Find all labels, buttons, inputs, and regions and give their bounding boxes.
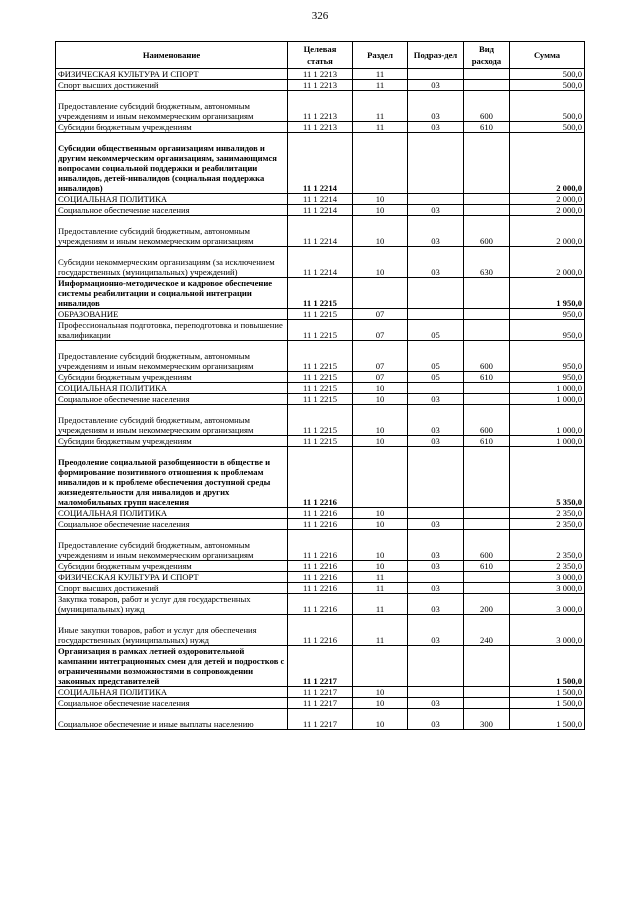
cell-expense-type xyxy=(464,133,510,194)
cell-section: 11 xyxy=(353,594,408,615)
cell-name: Социальное обеспечение населения xyxy=(56,205,288,216)
cell-expense-type: 200 xyxy=(464,594,510,615)
cell-article: 11 1 2215 xyxy=(288,341,353,372)
table-row xyxy=(56,530,585,561)
cell-expense-type: 240 xyxy=(464,615,510,646)
cell-article: 11 1 2217 xyxy=(288,687,353,698)
cell-sum: 2 350,0 xyxy=(510,519,585,530)
cell-article: 11 1 2213 xyxy=(288,122,353,133)
cell-expense-type xyxy=(464,69,510,80)
cell-article: 11 1 2215 xyxy=(288,436,353,447)
table-row xyxy=(56,698,585,709)
cell-name: Субсидии некоммерческим организациям (за исключением государственных (муниципальных) учреждений) xyxy=(56,247,288,278)
cell-sum: 1 500,0 xyxy=(510,698,585,709)
cell-expense-type xyxy=(464,278,510,309)
cell-name: Предоставление субсидий бюджетным, автономным учреждениям и иным некоммерческим организациям xyxy=(56,216,288,247)
cell-article: 11 1 2215 xyxy=(288,383,353,394)
cell-subsection: 03 xyxy=(408,394,464,405)
cell-section: 10 xyxy=(353,698,408,709)
cell-section: 11 xyxy=(353,572,408,583)
cell-section: 10 xyxy=(353,383,408,394)
cell-expense-type: 600 xyxy=(464,530,510,561)
table-row xyxy=(56,216,585,247)
cell-article: 11 1 2216 xyxy=(288,615,353,646)
cell-expense-type xyxy=(464,572,510,583)
cell-subsection: 03 xyxy=(408,519,464,530)
cell-name: Субсидии общественным организациям инвалидов и другим некоммерческим организациям, занимающимся вопросами социальной поддержки и реабилитации инвалидов, детей-инвалидов (социальная поддержка инвалидов) xyxy=(56,133,288,194)
cell-expense-type xyxy=(464,583,510,594)
cell-subsection xyxy=(408,133,464,194)
cell-name: Иные закупки товаров, работ и услуг для обеспечения государственных (муниципальных) нужд xyxy=(56,615,288,646)
cell-article: 11 1 2214 xyxy=(288,216,353,247)
cell-article: 11 1 2217 xyxy=(288,646,353,687)
table-row xyxy=(56,519,585,530)
cell-sum: 2 000,0 xyxy=(510,205,585,216)
cell-sum: 500,0 xyxy=(510,80,585,91)
table-row xyxy=(56,447,585,508)
table-row xyxy=(56,194,585,205)
cell-section: 11 xyxy=(353,69,408,80)
cell-expense-type: 610 xyxy=(464,122,510,133)
cell-expense-type xyxy=(464,698,510,709)
cell-subsection: 03 xyxy=(408,698,464,709)
cell-section: 07 xyxy=(353,309,408,320)
cell-expense-type xyxy=(464,309,510,320)
table-row xyxy=(56,572,585,583)
cell-name: Организация в рамках летней оздоровительной кампании интеграционных смен для детей и подростков с ограниченными возможностями в сопровождении законных представителей xyxy=(56,646,288,687)
cell-name: СОЦИАЛЬНАЯ ПОЛИТИКА xyxy=(56,687,288,698)
cell-article: 11 1 2216 xyxy=(288,561,353,572)
cell-sum: 3 000,0 xyxy=(510,594,585,615)
cell-name: Субсидии бюджетным учреждениям xyxy=(56,122,288,133)
cell-section: 10 xyxy=(353,436,408,447)
cell-article: 11 1 2214 xyxy=(288,194,353,205)
table-row xyxy=(56,247,585,278)
cell-expense-type: 600 xyxy=(464,91,510,122)
cell-sum: 2 350,0 xyxy=(510,561,585,572)
cell-section: 07 xyxy=(353,372,408,383)
table-row xyxy=(56,646,585,687)
table-row xyxy=(56,372,585,383)
cell-name: Спорт высших достижений xyxy=(56,583,288,594)
cell-sum: 950,0 xyxy=(510,372,585,383)
table-row xyxy=(56,205,585,216)
cell-subsection: 03 xyxy=(408,216,464,247)
cell-sum: 500,0 xyxy=(510,69,585,80)
cell-section: 10 xyxy=(353,394,408,405)
cell-subsection: 03 xyxy=(408,709,464,730)
cell-section: 11 xyxy=(353,80,408,91)
cell-name: Преодоление социальной разобщенности в обществе и формирование позитивного отношения к проблемам инвалидов и к проблеме обеспечения доступной среды жизнедеятельности для инвалидов и других маломобильных групп населения xyxy=(56,447,288,508)
cell-subsection xyxy=(408,447,464,508)
cell-article: 11 1 2214 xyxy=(288,247,353,278)
cell-article: 11 1 2215 xyxy=(288,278,353,309)
cell-expense-type: 600 xyxy=(464,216,510,247)
cell-article: 11 1 2216 xyxy=(288,508,353,519)
table-row xyxy=(56,615,585,646)
cell-sum: 950,0 xyxy=(510,309,585,320)
table-row xyxy=(56,122,585,133)
table-row xyxy=(56,687,585,698)
cell-sum: 3 000,0 xyxy=(510,572,585,583)
cell-section: 07 xyxy=(353,320,408,341)
cell-name: Социальное обеспечение населения xyxy=(56,394,288,405)
cell-article: 11 1 2216 xyxy=(288,594,353,615)
cell-section: 10 xyxy=(353,247,408,278)
cell-subsection: 05 xyxy=(408,372,464,383)
cell-section: 11 xyxy=(353,583,408,594)
budget-table xyxy=(55,41,585,730)
cell-section: 10 xyxy=(353,205,408,216)
cell-expense-type: 600 xyxy=(464,341,510,372)
header-section: Раздел xyxy=(353,42,408,69)
cell-subsection: 03 xyxy=(408,436,464,447)
cell-subsection xyxy=(408,69,464,80)
cell-section: 10 xyxy=(353,709,408,730)
cell-sum: 3 000,0 xyxy=(510,615,585,646)
table-row xyxy=(56,383,585,394)
cell-expense-type: 610 xyxy=(464,561,510,572)
cell-article: 11 1 2214 xyxy=(288,205,353,216)
cell-expense-type xyxy=(464,194,510,205)
cell-name: Закупка товаров, работ и услуг для государственных (муниципальных) нужд xyxy=(56,594,288,615)
cell-name: Предоставление субсидий бюджетным, автономным учреждениям и иным некоммерческим организациям xyxy=(56,91,288,122)
cell-section xyxy=(353,447,408,508)
cell-sum: 950,0 xyxy=(510,341,585,372)
table-row xyxy=(56,594,585,615)
cell-name: Информационно-методическое и кадровое обеспечение системы реабилитации и социальной интеграции инвалидов xyxy=(56,278,288,309)
cell-name: Предоставление субсидий бюджетным, автономным учреждениям и иным некоммерческим организациям xyxy=(56,341,288,372)
cell-name: Социальное обеспечение и иные выплаты населению xyxy=(56,709,288,730)
cell-name: ФИЗИЧЕСКАЯ КУЛЬТУРА И СПОРТ xyxy=(56,572,288,583)
cell-expense-type xyxy=(464,383,510,394)
cell-subsection: 03 xyxy=(408,615,464,646)
cell-sum: 1 500,0 xyxy=(510,646,585,687)
cell-sum: 500,0 xyxy=(510,91,585,122)
cell-sum: 1 500,0 xyxy=(510,709,585,730)
cell-sum: 2 000,0 xyxy=(510,216,585,247)
cell-sum: 1 000,0 xyxy=(510,383,585,394)
page-number: 326 xyxy=(311,10,329,22)
cell-article: 11 1 2216 xyxy=(288,572,353,583)
table-row xyxy=(56,80,585,91)
table-header-row xyxy=(56,42,585,69)
cell-section: 07 xyxy=(353,341,408,372)
cell-article: 11 1 2217 xyxy=(288,698,353,709)
cell-sum: 2 350,0 xyxy=(510,508,585,519)
cell-subsection: 03 xyxy=(408,247,464,278)
table-row xyxy=(56,133,585,194)
table-body xyxy=(56,69,585,730)
cell-name: Субсидии бюджетным учреждениям xyxy=(56,372,288,383)
cell-expense-type xyxy=(464,320,510,341)
cell-subsection: 03 xyxy=(408,80,464,91)
cell-expense-type xyxy=(464,205,510,216)
cell-sum: 1 000,0 xyxy=(510,394,585,405)
header-name: Наименование xyxy=(56,42,288,69)
cell-expense-type xyxy=(464,687,510,698)
cell-article: 11 1 2213 xyxy=(288,80,353,91)
table-row xyxy=(56,341,585,372)
cell-sum: 500,0 xyxy=(510,122,585,133)
cell-expense-type: 630 xyxy=(464,247,510,278)
header-subsection: Подраз-дел xyxy=(408,42,464,69)
cell-name: СОЦИАЛЬНАЯ ПОЛИТИКА xyxy=(56,194,288,205)
table-row xyxy=(56,309,585,320)
table-row xyxy=(56,91,585,122)
cell-subsection: 03 xyxy=(408,530,464,561)
cell-section xyxy=(353,133,408,194)
cell-sum: 950,0 xyxy=(510,320,585,341)
cell-sum: 2 000,0 xyxy=(510,133,585,194)
cell-section: 11 xyxy=(353,122,408,133)
header-article: Целевая статья xyxy=(288,42,353,69)
cell-subsection xyxy=(408,646,464,687)
cell-sum: 2 000,0 xyxy=(510,247,585,278)
cell-subsection: 03 xyxy=(408,91,464,122)
cell-subsection: 03 xyxy=(408,205,464,216)
cell-expense-type: 610 xyxy=(464,436,510,447)
table-row xyxy=(56,436,585,447)
cell-subsection: 03 xyxy=(408,594,464,615)
table-row xyxy=(56,394,585,405)
cell-subsection: 03 xyxy=(408,405,464,436)
cell-section: 10 xyxy=(353,687,408,698)
cell-article: 11 1 2213 xyxy=(288,91,353,122)
cell-sum: 3 000,0 xyxy=(510,583,585,594)
cell-article: 11 1 2215 xyxy=(288,320,353,341)
cell-name: Субсидии бюджетным учреждениям xyxy=(56,561,288,572)
cell-subsection xyxy=(408,572,464,583)
cell-expense-type xyxy=(464,646,510,687)
cell-subsection xyxy=(408,687,464,698)
cell-section: 11 xyxy=(353,91,408,122)
cell-expense-type: 300 xyxy=(464,709,510,730)
cell-subsection: 03 xyxy=(408,583,464,594)
cell-name: Субсидии бюджетным учреждениям xyxy=(56,436,288,447)
cell-article: 11 1 2216 xyxy=(288,447,353,508)
cell-subsection: 05 xyxy=(408,320,464,341)
cell-name: Предоставление субсидий бюджетным, автономным учреждениям и иным некоммерческим организациям xyxy=(56,405,288,436)
cell-subsection xyxy=(408,383,464,394)
cell-name: Спорт высших достижений xyxy=(56,80,288,91)
cell-sum: 1 000,0 xyxy=(510,405,585,436)
cell-article: 11 1 2215 xyxy=(288,309,353,320)
table-row xyxy=(56,278,585,309)
cell-article: 11 1 2216 xyxy=(288,519,353,530)
cell-article: 11 1 2215 xyxy=(288,372,353,383)
cell-name: Предоставление субсидий бюджетным, автономным учреждениям и иным некоммерческим организациям xyxy=(56,530,288,561)
cell-section: 11 xyxy=(353,615,408,646)
cell-section xyxy=(353,278,408,309)
cell-sum: 1 500,0 xyxy=(510,687,585,698)
cell-expense-type xyxy=(464,519,510,530)
cell-article: 11 1 2216 xyxy=(288,583,353,594)
cell-subsection xyxy=(408,278,464,309)
cell-article: 11 1 2214 xyxy=(288,133,353,194)
cell-section: 10 xyxy=(353,530,408,561)
cell-article: 11 1 2216 xyxy=(288,530,353,561)
cell-sum: 1 950,0 xyxy=(510,278,585,309)
cell-article: 11 1 2217 xyxy=(288,709,353,730)
table-row xyxy=(56,69,585,80)
cell-subsection xyxy=(408,309,464,320)
table-row xyxy=(56,405,585,436)
cell-name: ОБРАЗОВАНИЕ xyxy=(56,309,288,320)
cell-subsection xyxy=(408,194,464,205)
cell-section: 10 xyxy=(353,561,408,572)
cell-sum: 5 350,0 xyxy=(510,447,585,508)
table-row xyxy=(56,320,585,341)
cell-sum: 2 350,0 xyxy=(510,530,585,561)
cell-expense-type xyxy=(464,447,510,508)
cell-subsection: 03 xyxy=(408,561,464,572)
cell-expense-type xyxy=(464,80,510,91)
cell-article: 11 1 2215 xyxy=(288,394,353,405)
table-row xyxy=(56,561,585,572)
table-row xyxy=(56,709,585,730)
header-sum: Сумма xyxy=(510,42,585,69)
cell-subsection xyxy=(408,508,464,519)
cell-article: 11 1 2213 xyxy=(288,69,353,80)
cell-section: 10 xyxy=(353,216,408,247)
cell-subsection: 03 xyxy=(408,122,464,133)
cell-name: ФИЗИЧЕСКАЯ КУЛЬТУРА И СПОРТ xyxy=(56,69,288,80)
cell-sum: 1 000,0 xyxy=(510,436,585,447)
cell-expense-type: 600 xyxy=(464,405,510,436)
cell-section: 10 xyxy=(353,519,408,530)
cell-section: 10 xyxy=(353,508,408,519)
cell-expense-type xyxy=(464,394,510,405)
cell-subsection: 05 xyxy=(408,341,464,372)
cell-name: СОЦИАЛЬНАЯ ПОЛИТИКА xyxy=(56,508,288,519)
cell-expense-type xyxy=(464,508,510,519)
cell-section: 10 xyxy=(353,194,408,205)
cell-name: Профессиональная подготовка, переподготовка и повышение квалификации xyxy=(56,320,288,341)
cell-section: 10 xyxy=(353,405,408,436)
cell-name: Социальное обеспечение населения xyxy=(56,698,288,709)
cell-section xyxy=(353,646,408,687)
cell-sum: 2 000,0 xyxy=(510,194,585,205)
cell-name: Социальное обеспечение населения xyxy=(56,519,288,530)
cell-name: СОЦИАЛЬНАЯ ПОЛИТИКА xyxy=(56,383,288,394)
cell-article: 11 1 2215 xyxy=(288,405,353,436)
cell-expense-type: 610 xyxy=(464,372,510,383)
table-row xyxy=(56,508,585,519)
table-row xyxy=(56,583,585,594)
header-expense-type: Вид расхода xyxy=(464,42,510,69)
